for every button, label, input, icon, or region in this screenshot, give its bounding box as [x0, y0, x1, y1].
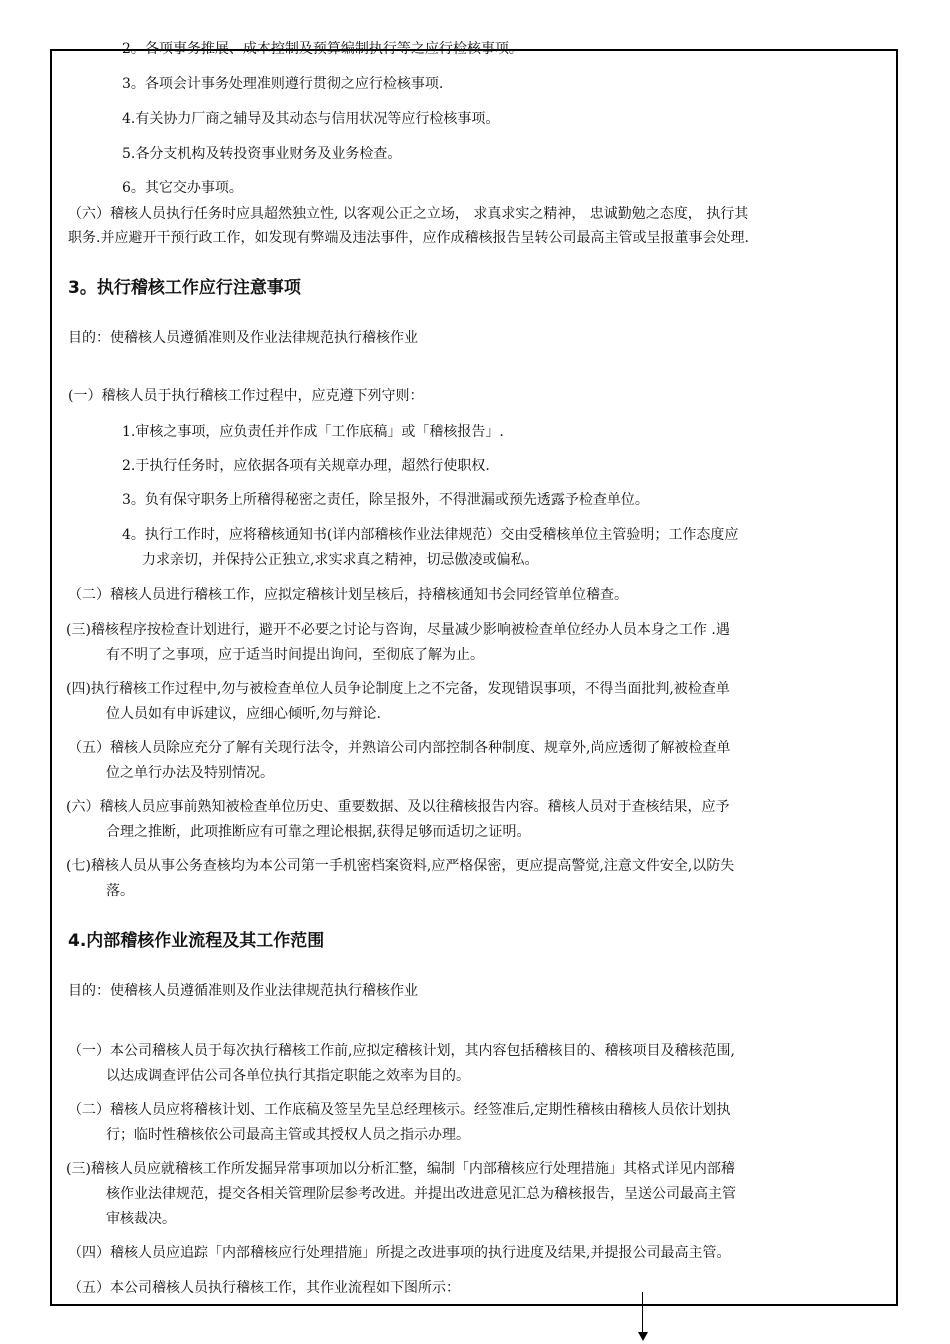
top-item-3: 3。各项会计事务处理准则遵行贯彻之应行检核事项.: [122, 76, 444, 92]
top-item-4: 4.有关协力厂商之辅导及其动态与信用状况等应行检核事项。: [122, 111, 500, 127]
top-item-5: 5.各分支机构及转投资事业财务及业务检查。: [122, 146, 402, 162]
section-4-item-3-line-3: 审核裁决。: [106, 1211, 176, 1227]
section-3-item-4-line-2: 位人员如有申诉建议，应细心倾听,勿与辩论.: [106, 706, 381, 722]
section-3-item-2: （二）稽核人员进行稽核工作，应拟定稽核计划呈核后，持稽核通知书会同经管单位稽查。: [68, 587, 628, 603]
section-3-item-6-line-2: 合理之推断，此项推断应有可靠之理论根据,获得足够而适切之证明。: [106, 824, 531, 840]
item-6-line-2: 职务.并应避开干预行政工作，如发现有弊端及违法事件，应作成稽核报告呈转公司最高主管或呈报董事会处理.: [68, 230, 749, 246]
section-4-item-2-line-2: 行；临时性稽核依公司最高主管或其授权人员之指示办理。: [106, 1127, 470, 1143]
rule-2: 2.于执行任务时，应依据各项有关规章办理，超然行使职权.: [122, 458, 490, 474]
top-item-2: 2。各项事务推展、成本控制及预算编制执行等之应行检核事项。: [122, 41, 523, 57]
top-item-6: 6。其它交办事项。: [122, 180, 243, 196]
section-3-item-6-line-1: (六）稽核人员应事前熟知被检查单位历史、重要数据、及以往稽核报告内容。稽核人员对于查核结果，应予: [66, 799, 730, 815]
section-3-item-3-line-1: (三)稽核程序按检查计划进行，避开不必要之讨论与咨询，尽量减少影响被检查单位经办人员本身之工作 .遇: [66, 622, 730, 638]
section-3-item-7-line-2: 落。: [106, 883, 134, 899]
section-3-purpose: 目的：使稽核人员遵循准则及作业法律规范执行稽核作业: [68, 330, 418, 346]
item-6-line-1: （六）稽核人员执行任务时应具超然独立性, 以客观公正之立场， 求真求实之精神， 忠诚勤勉之态度， 执行其: [68, 206, 749, 222]
flow-arrow-down-icon: [638, 1332, 648, 1341]
section-3-item-7-line-1: (七)稽核人员从事公务查核均为本公司第一手机密档案资料,应严格保密，更应提高警觉,注意文件安全,以防失: [66, 858, 735, 874]
section-4-item-4: （四）稽核人员应追踪「内部稽核应行处理措施」所提之改进事项的执行进度及结果,并提报公司最高主管。: [68, 1245, 731, 1261]
section-4-item-1-line-1: （一）本公司稽核人员于每次执行稽核工作前,应拟定稽核计划，其内容包括稽核目的、稽核项目及稽核范围,: [68, 1043, 735, 1059]
section-3-item-5-line-1: （五）稽核人员除应充分了解有关现行法令，并熟谙公司内部控制各种制度、规章外,尚应透彻了解被检查单: [68, 740, 731, 756]
rule-4-line-2: 力求亲切，并保持公正独立,求实求真之精神，切忌傲凌或偏私。: [142, 552, 539, 568]
section-4-heading: 4.内部稽核作业流程及其工作范围: [68, 931, 325, 951]
section-3-item-4-line-1: (四)执行稽核工作过程中,勿与被检查单位人员争论制度上之不完备，发现错误事项，不得当面批判,被检查单: [66, 681, 730, 697]
rule-3: 3。负有保守职务上所稽得秘密之责任，除呈报外，不得泄漏或预先透露予检查单位。: [122, 492, 649, 508]
flow-arrow-line: [642, 1292, 643, 1334]
rule-4-line-1: 4。执行工作时，应将稽核通知书(详内部稽核作业法律规范）交由受稽核单位主管验明；工作态度应: [122, 527, 739, 543]
section-3-item-3-line-2: 有不明了之事项，应于适当时间提出询问，至彻底了解为止。: [106, 647, 484, 663]
section-4-purpose: 目的：使稽核人员遵循准则及作业法律规范执行稽核作业: [68, 983, 418, 999]
section-4-item-3-line-2: 核作业法律规范，提交各相关管理阶层参考改进。并提出改进意见汇总为稽核报告，呈送公司最高主管: [106, 1186, 736, 1202]
section-3-heading: 3。执行稽核工作应行注意事项: [68, 278, 301, 298]
section-4-item-5: （五）本公司稽核人员执行稽核工作，其作业流程如下图所示：: [68, 1280, 460, 1296]
section-4-item-2-line-1: （二）稽核人员应将稽核计划、工作底稿及签呈先呈总经理核示。经签准后,定期性稽核由稽核人员依计划执: [68, 1102, 731, 1118]
section-4-item-3-line-1: (三)稽核人员应就稽核工作所发掘异常事项加以分析汇整，编制「内部稽核应行处理措施」其格式详见内部稽: [66, 1161, 735, 1177]
rule-1: 1.审核之事项，应负责任并作成「工作底稿」或「稽核报告」.: [122, 424, 504, 440]
section-3-item-5-line-2: 位之单行办法及特别情况。: [106, 765, 274, 781]
section-3-intro: (一）稽核人员于执行稽核工作过程中，应克遵下列守则：: [68, 388, 424, 404]
section-4-item-1-line-2: 以达成调查评估公司各单位执行其指定职能之效率为目的。: [106, 1068, 470, 1084]
